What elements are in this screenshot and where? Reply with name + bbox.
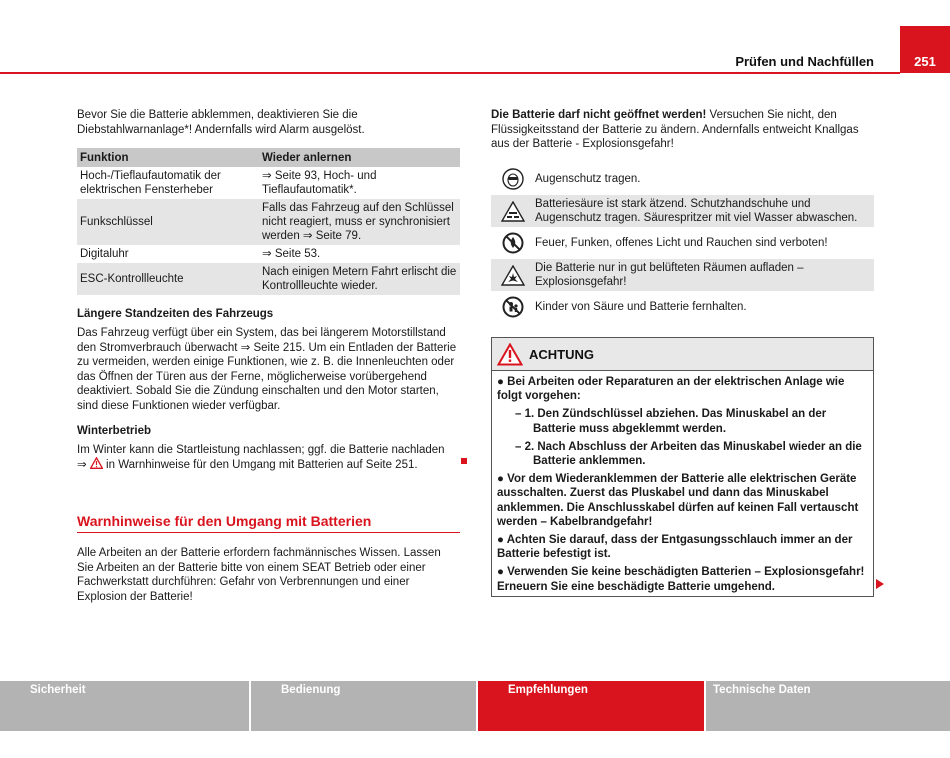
warning-item: ● Verwenden Sie keine beschädigten Batterien – Explosionsgefahr! Erneuern Sie eine beschädigte Batterie umgehend. xyxy=(497,566,865,593)
winter-text-line2 xyxy=(77,457,460,473)
table-cell: ⇒ Seite 93, Hoch- und Tieflaufautomatik*. xyxy=(262,170,377,196)
warning-body xyxy=(492,371,873,594)
safety-symbol-table xyxy=(491,163,874,323)
continue-arrow-icon xyxy=(876,579,884,589)
symbol-text: Kinder von Säure und Batterie fernhalten. xyxy=(535,301,747,313)
goggles-icon xyxy=(491,168,535,190)
tab-sicherheit[interactable]: Sicherheit xyxy=(0,681,249,731)
no-open-warning xyxy=(491,108,874,152)
no-open-bold: Die Batterie darf nicht geöffnet werden! xyxy=(491,109,707,121)
no-fire-icon xyxy=(491,232,535,254)
table-cell: ESC-Kontrollleuchte xyxy=(77,263,259,295)
table-row xyxy=(77,245,460,263)
chapter-title: Prüfen und Nachfüllen xyxy=(735,54,874,69)
warning-header xyxy=(492,338,873,371)
page-number: 251 xyxy=(914,54,936,69)
winter-heading: Winterbetrieb xyxy=(77,425,152,437)
table-cell: ⇒ Seite 53. xyxy=(262,248,321,260)
table-cell: Nach einigen Metern Fahrt erlischt die Kontrollleuchte wieder. xyxy=(259,263,460,295)
symbol-row xyxy=(491,227,874,259)
warning-title: ACHTUNG xyxy=(529,346,594,362)
table-row xyxy=(77,263,460,295)
section-title: Warnhinweise für den Umgang mit Batterien xyxy=(77,513,372,529)
table-cell: Hoch-/Tieflaufautomatik der elektrischen Fensterheber xyxy=(80,170,221,196)
table-cell: Digitaluhr xyxy=(80,248,129,260)
arrow-ref: ⇒ xyxy=(77,459,87,471)
tab-technische-daten[interactable]: Technische Daten xyxy=(706,681,950,731)
warning-item: ● Bei Arbeiten oder Reparaturen an der elektrischen Anlage wie folgt vorgehen: xyxy=(497,376,845,403)
symbol-text: Augenschutz tragen. xyxy=(535,173,641,185)
no-open-rest: Versuchen Sie nicht, den Flüssigkeitsstand der Batterie zu ändern. Andernfalls entweicht Knallgas aus der Batterie - Explosionsgefahr! xyxy=(491,109,859,150)
section-text: Alle Arbeiten an der Batterie erfordern fachmännisches Wissen. Lassen Sie Arbeiten an der Batterie bitte von einem SEAT Betrieb oder einer Fachwerkstatt durchführen: Gefahr von Verbrennungen und einer Explosion der Batterie! xyxy=(77,547,441,603)
header-rule xyxy=(0,72,900,74)
table-header-relearn: Wieder anlernen xyxy=(259,148,460,167)
warning-triangle-icon xyxy=(497,343,523,366)
symbol-row xyxy=(491,195,874,227)
symbol-text: Die Batterie nur in gut belüfteten Räumen aufladen – Explosionsgefahr! xyxy=(535,262,804,288)
tab-bedienung[interactable]: Bedienung xyxy=(251,681,476,731)
explosion-warning-icon xyxy=(491,265,535,286)
symbol-text: Feuer, Funken, offenes Licht und Rauchen sind verboten! xyxy=(535,237,828,249)
relearn-table xyxy=(77,148,460,295)
table-cell: Funkschlüssel xyxy=(77,199,259,245)
end-marker xyxy=(461,458,467,464)
warning-triangle-icon xyxy=(90,457,103,469)
acid-warning-icon xyxy=(491,201,535,222)
table-row xyxy=(77,199,460,245)
warning-item: ● Vor dem Wiederanklemmen der Batterie alle elektrischen Geräte ausschalten. Zuerst das Pluskabel und dann das Minuskabel anklemmen. Die Anschlusskabel dürfen auf keinen Fall vertauscht werden – Kabelbrandgefahr! xyxy=(497,473,859,528)
no-children-icon xyxy=(491,296,535,318)
symbol-row xyxy=(491,291,874,323)
warning-box xyxy=(491,337,874,597)
table-cell: Falls das Fahrzeug auf den Schlüssel nicht reagiert, muss er synchronisiert werden ⇒ Seite 79. xyxy=(259,199,460,245)
winter-link-text[interactable]: in Warnhinweise für den Umgang mit Batterien auf Seite 251. xyxy=(106,459,418,471)
warning-item: ● Achten Sie darauf, dass der Entgasungsschlauch immer an der Batterie befestigt ist. xyxy=(497,534,853,561)
table-row xyxy=(77,167,460,199)
symbol-text: Batteriesäure ist stark ätzend. Schutzhandschuhe und Augenschutz tragen. Säurespritzer mit viel Wasser abwaschen. xyxy=(535,198,858,224)
warning-subitem: – 2. Nach Abschluss der Arbeiten das Minuskabel wieder an die Batterie anklemmen. xyxy=(515,440,862,468)
symbol-row xyxy=(491,163,874,195)
tab-empfehlungen[interactable]: Empfehlungen xyxy=(478,681,704,731)
winter-text-line1: Im Winter kann die Startleistung nachlassen; ggf. die Batterie nachladen xyxy=(77,444,445,456)
battery-intro: Bevor Sie die Batterie abklemmen, deaktivieren Sie die Diebstahlwarnanlage*! Andernfalls wird Alarm ausgelöst. xyxy=(77,109,365,136)
standzeiten-text: Das Fahrzeug verfügt über ein System, das bei längerem Motorstillstand den Stromverbrauch überwacht ⇒ Seite 215. Um ein Entladen der Batterie zu vermeiden, werden einige Funktionen, wie z. B. die Innenleuchten oder das Öffnen der Türen aus der Ferne, möglicherweise vorübergehend deaktiviert. Sobald Sie die Zündung einschalten und den Motor starten, sind diese Funktionen wieder verfügbar. xyxy=(77,327,457,412)
warning-subitem: – 1. Den Zündschlüssel abziehen. Das Minuskabel an der Batterie muss abgeklemmt werden. xyxy=(515,408,827,435)
table-header-function: Funktion xyxy=(77,148,259,167)
standzeiten-heading: Längere Standzeiten des Fahrzeugs xyxy=(77,308,274,320)
symbol-row xyxy=(491,259,874,291)
section-rule xyxy=(77,532,460,533)
